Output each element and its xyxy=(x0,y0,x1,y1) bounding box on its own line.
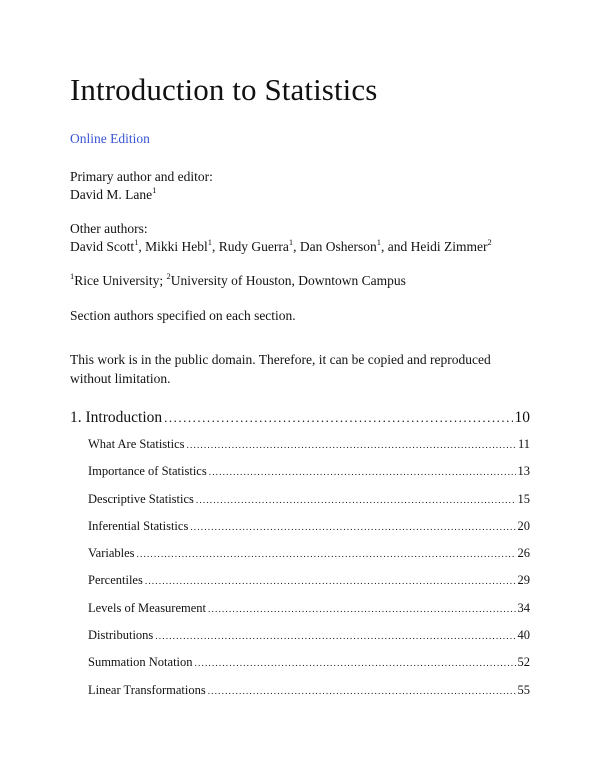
toc-page-number: 34 xyxy=(517,600,530,615)
toc-page-number: 40 xyxy=(517,628,530,643)
toc-entry-label: Summation Notation xyxy=(88,655,193,670)
dot-leader xyxy=(208,682,516,702)
author-name: David Scott xyxy=(70,239,135,254)
toc-entry-inferential-statistics[interactable] xyxy=(70,516,530,543)
toc-entry-importance-of-statistics[interactable] xyxy=(70,461,530,488)
toc-entry-label: Linear Transformations xyxy=(88,682,206,697)
author-affil-mark: 2 xyxy=(487,236,492,247)
toc-entry-label: Descriptive Statistics xyxy=(88,491,194,506)
table-of-contents xyxy=(70,406,530,707)
online-edition-link[interactable]: Online Edition xyxy=(70,131,150,146)
author-name: Heidi Zimmer xyxy=(410,239,488,254)
toc-entry-percentiles[interactable] xyxy=(70,570,530,597)
toc-page-number: 52 xyxy=(517,655,530,670)
toc-page-number: 20 xyxy=(517,518,530,533)
toc-page-number: 55 xyxy=(517,682,530,697)
toc-entry-distributions[interactable] xyxy=(70,625,530,652)
dot-leader xyxy=(195,654,516,674)
author-separator: , xyxy=(212,239,219,254)
author-name: Dan Osherson xyxy=(299,239,377,254)
dot-leader xyxy=(208,600,515,620)
affil-text-1: Rice University; xyxy=(74,273,167,288)
author-separator: , and xyxy=(380,239,411,254)
affil-mark-2: 2 xyxy=(166,270,171,281)
toc-entry-label: What Are Statistics xyxy=(88,437,185,451)
author-affil-mark: 1 xyxy=(288,236,294,247)
toc-entry-label: Percentiles xyxy=(88,573,143,588)
author-affil-mark: 1 xyxy=(376,236,381,247)
primary-author-affil-mark: 1 xyxy=(152,184,157,195)
primary-author-block xyxy=(70,168,213,204)
toc-chapter-label: 1. Introduction xyxy=(70,409,163,426)
toc-entry-linear-transformations[interactable] xyxy=(70,680,530,707)
toc-entry-variables[interactable] xyxy=(70,543,530,570)
toc-entry-label: Variables xyxy=(88,546,135,561)
dot-leader xyxy=(209,463,516,483)
toc-entry-label: Distributions xyxy=(88,628,154,643)
author-name: Rudy Guerra xyxy=(218,239,289,254)
dot-leader xyxy=(145,572,516,592)
other-authors-block xyxy=(70,220,492,256)
primary-author-label: Primary author and editor: xyxy=(70,169,213,184)
affiliations-line xyxy=(70,272,406,290)
dot-leader xyxy=(190,518,515,538)
toc-page-number: 11 xyxy=(517,437,530,451)
toc-page-number: 10 xyxy=(514,409,530,426)
license-line: This work is in the public domain. Therefore, it can be copied and reproduced xyxy=(70,352,491,367)
author-separator: , xyxy=(138,239,146,254)
author-name: Mikki Hebl xyxy=(145,239,208,254)
primary-author-line xyxy=(70,186,213,204)
affil-text-2: University of Houston, Downtown Campus xyxy=(170,273,406,288)
dot-leader xyxy=(155,627,515,647)
book-title: Introduction to Statistics xyxy=(70,72,378,107)
author-affil-mark: 1 xyxy=(134,236,139,247)
dot-leader xyxy=(164,406,512,430)
dot-leader xyxy=(196,491,516,511)
primary-author-name: David M. Lane xyxy=(70,187,153,202)
toc-chapter-introduction[interactable] xyxy=(70,406,530,434)
toc-page-number: 29 xyxy=(517,573,530,588)
other-authors-label: Other authors: xyxy=(70,221,148,236)
toc-page-number: 15 xyxy=(517,491,530,506)
toc-entry-summation-notation[interactable] xyxy=(70,652,530,679)
license-line: without limitation. xyxy=(70,370,171,386)
author-separator: , xyxy=(293,239,300,254)
toc-page-number: 13 xyxy=(517,464,530,479)
toc-entry-label: Levels of Measurement xyxy=(88,600,207,615)
toc-entry-label: Inferential Statistics xyxy=(88,518,189,533)
author-affil-mark: 1 xyxy=(207,236,212,247)
dot-leader xyxy=(187,436,516,456)
dot-leader xyxy=(137,545,516,565)
toc-entry-what-are-statistics[interactable] xyxy=(70,434,530,461)
other-authors-line xyxy=(70,238,492,256)
affil-mark-1: 1 xyxy=(70,270,75,281)
license-statement xyxy=(70,351,491,388)
toc-page-number: 26 xyxy=(517,546,530,561)
section-authors-note: Section authors specified on each section. xyxy=(70,308,296,323)
toc-entry-descriptive-statistics[interactable] xyxy=(70,489,530,516)
toc-entry-levels-of-measurement[interactable] xyxy=(70,598,530,625)
toc-entry-label: Importance of Statistics xyxy=(88,464,207,479)
